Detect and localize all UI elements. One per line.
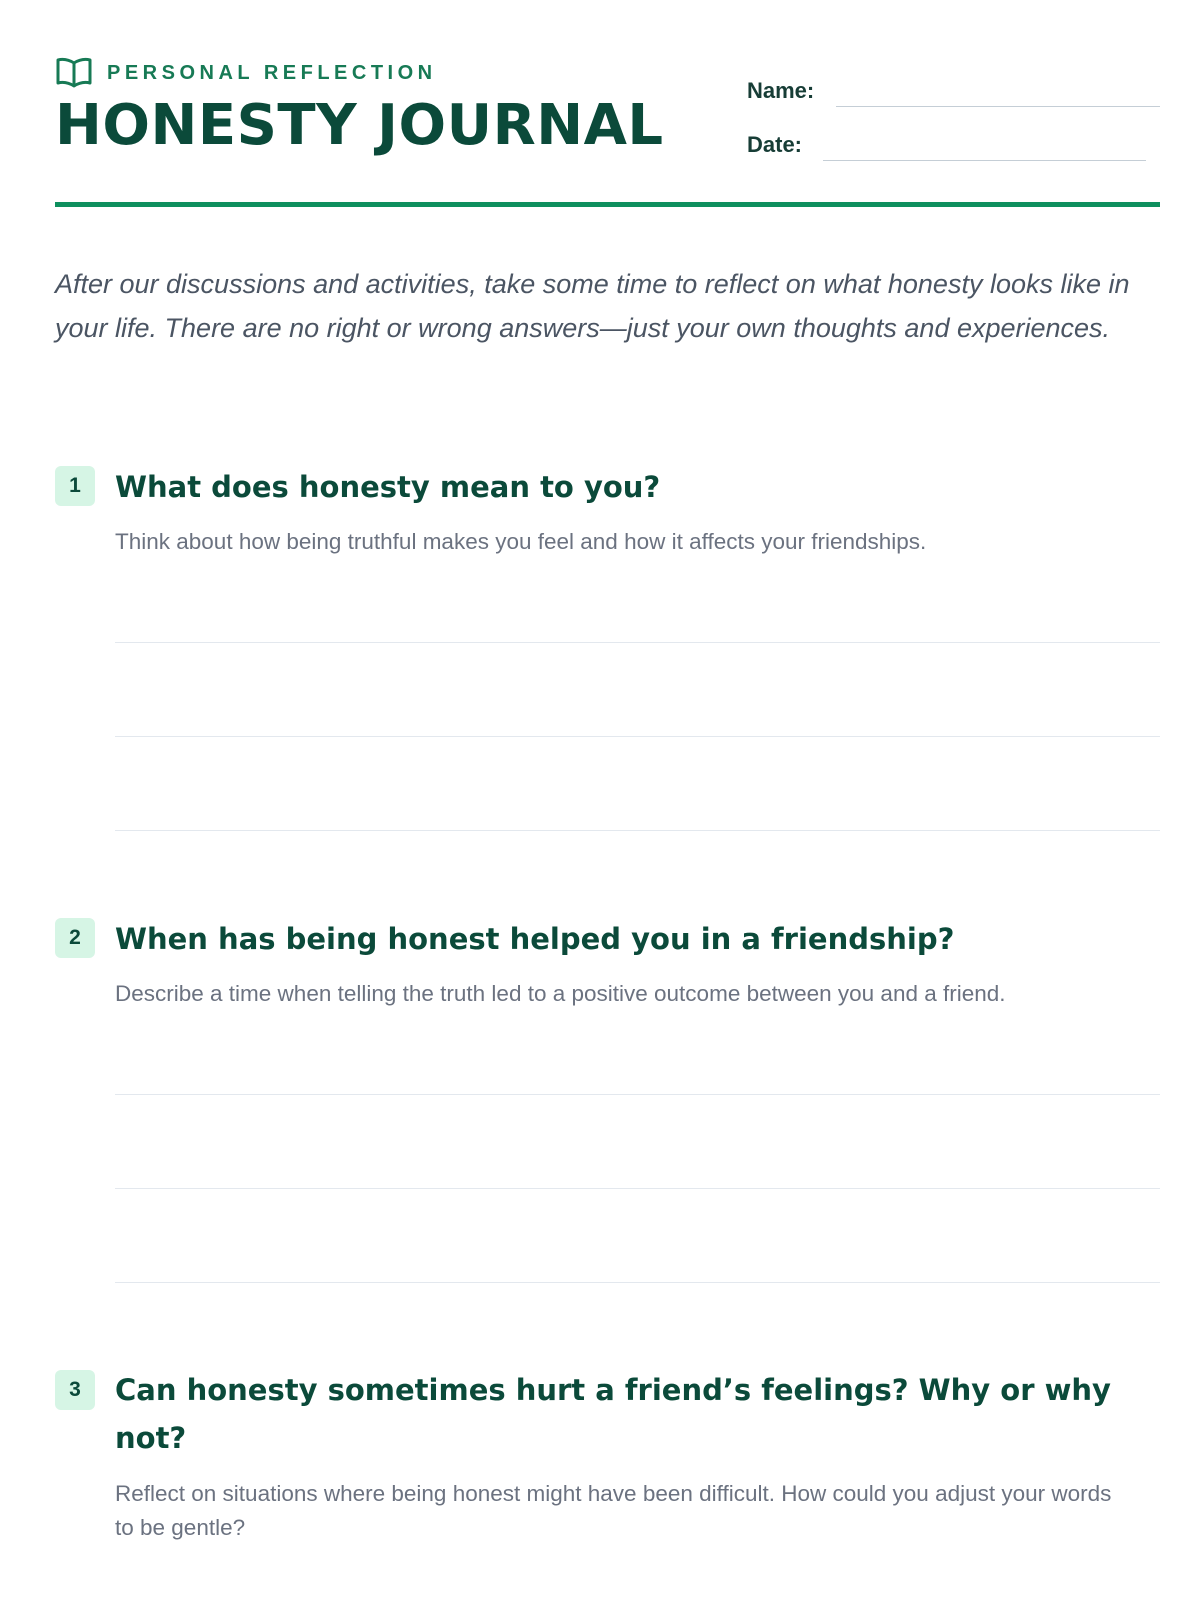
brand (55, 56, 437, 90)
header (55, 56, 1160, 206)
question-number-badge: 2 (55, 918, 95, 958)
answer-line[interactable] (115, 1188, 1160, 1189)
name-field[interactable] (747, 78, 1160, 132)
question-hint: Think about how being truthful makes you feel and how it affects your friendships. (115, 529, 927, 554)
answer-line[interactable] (115, 642, 1160, 643)
question-number-badge: 1 (55, 466, 95, 506)
question-title: When has being honest helped you in a friendship? (115, 922, 955, 956)
answer-line[interactable] (115, 1094, 1160, 1095)
eyebrow-label: PERSONAL REFLECTION (107, 61, 437, 84)
page-title: HONESTY JOURNAL (55, 93, 664, 158)
date-label: Date: (747, 132, 803, 157)
answer-lines[interactable] (115, 1094, 1160, 1376)
question-title: What does honesty mean to you? (115, 470, 661, 504)
name-date-fields (747, 78, 1160, 186)
name-input-line[interactable] (836, 106, 1160, 107)
header-divider (55, 202, 1160, 207)
question-title: Can honesty sometimes hurt a friend’s feelings? Why or why not? (115, 1373, 1111, 1455)
name-label: Name: (747, 78, 815, 103)
question-number-badge: 3 (55, 1370, 95, 1410)
answer-line[interactable] (115, 736, 1160, 737)
answer-line[interactable] (115, 830, 1160, 831)
answer-lines[interactable] (115, 642, 1160, 924)
answer-line[interactable] (115, 1282, 1160, 1283)
date-input-line[interactable] (823, 160, 1146, 161)
intro-text: After our discussions and activities, take some time to reflect on what honesty looks like in your life. There are no right or wrong answers—just your own thoughts and experiences. (55, 269, 1130, 343)
question-hint: Describe a time when telling the truth led to a positive outcome between you and a friend. (115, 981, 1006, 1006)
date-field[interactable] (747, 132, 1160, 186)
question-hint: Reflect on situations where being honest might have been difficult. How could you adjust your words to be gentle? (115, 1481, 1112, 1540)
open-book-icon (55, 56, 93, 90)
